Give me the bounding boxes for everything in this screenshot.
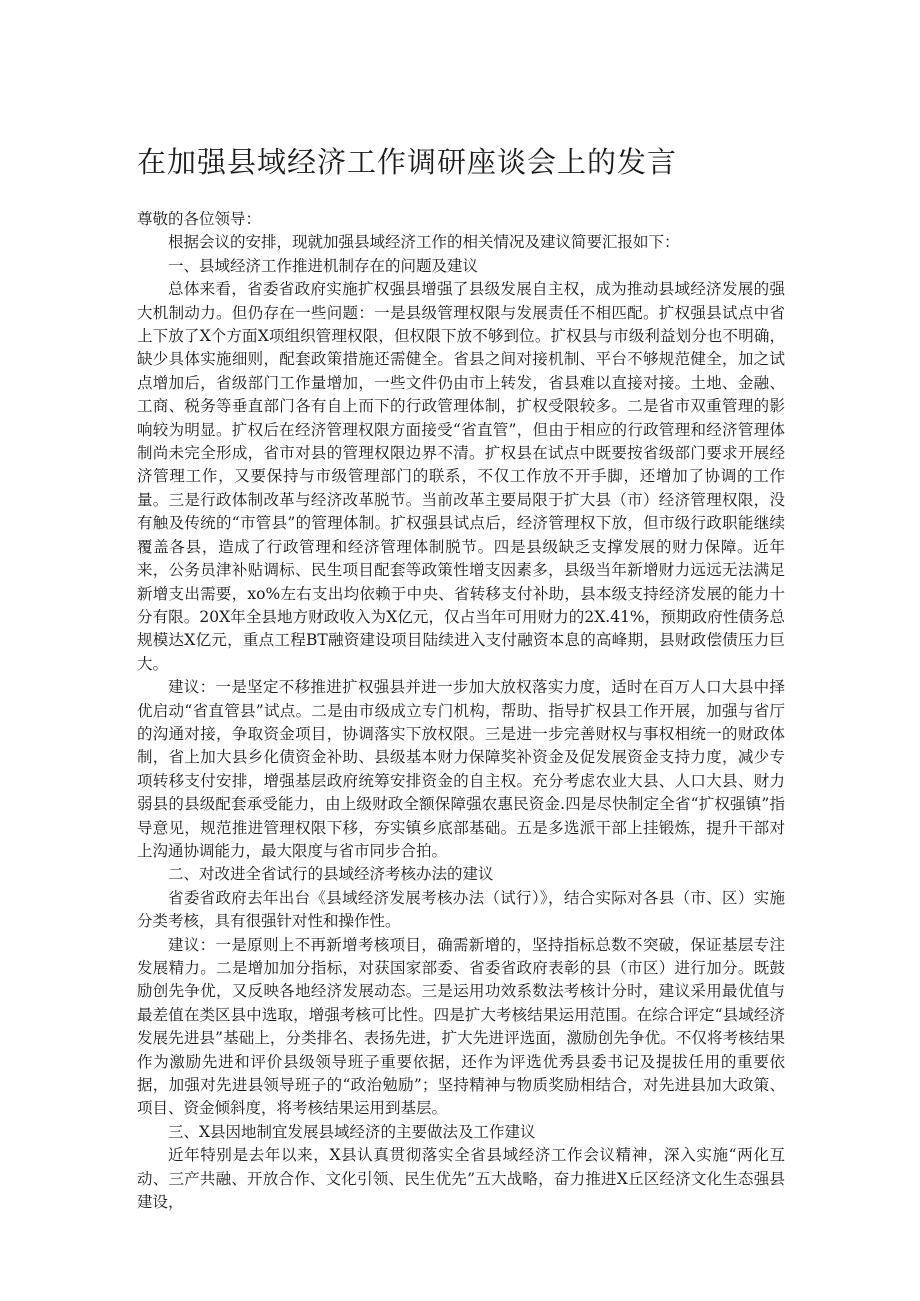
document-page <box>137 140 785 1214</box>
section-1-heading: 一、县域经济工作推进机制存在的问题及建议 <box>168 256 479 275</box>
section-2-suggestions-paragraph: 建议：一是原则上不再新增考核项目，确需新增的，坚持指标总数不突破，保证基层专注发展精力。二是增加加分指标，对获国家部委、省委省政府表彰的县（市区）进行加分。既鼓励创先争优，又反映各地经济发展动态。三是运用功效系数法考核计分时，建议采用最优值与最差值在类区县中选取，增强考核可比性。四是扩大考核结果运用范围。在综合评定“县域经济发展先进县”基础上，分类排名、表扬先进，扩大先进评选面，激励创先争优。不仅将考核结果作为激励先进和评价县级领导班子重要依据，还作为评选优秀县委书记及提拔任用的重要依据，加强对先进县领导班子的“政治勉励”；坚持精神与物质奖励相结合，对先进县加大政策、项目、资金倾斜度，将考核结果运用到基层。 <box>137 935 785 1118</box>
section-1-problems-paragraph: 总体来看，省委省政府实施扩权强县增强了县级发展自主权，成为推动县域经济发展的强大机制动力。但仍存在一些问题：一是县级管理权限与发展责任不相匹配。扩权强县试点中省上下放了X个方面X项组织管理权限，但权限下放不够到位。扩权县与市级利益划分也不明确，缺少具体实施细则，配套政策措施还需健全。省县之间对接机制、平台不够规范健全，加之试点增加后，省级部门工作量增加，一些文件仍由市上转发，省县难以直接对接。土地、金融、工商、税务等垂直部门各有自上而下的行政管理体制，扩权受限较多。二是省市双重管理的影响较为明显。扩权后在经济管理权限方面接受“省直管”，但由于相应的行政管理和经济管理体制尚未完全形成，省市对县的管理权限边界不清。扩权县在试点中既要按省级部门要求开展经济管理工作，又要保持与市级管理部门的联系，不仅工作放不开手脚，还增加了协调的工作量。三是行政体制改革与经济改革脱节。当前改革主要局限于扩大县（市）经济管理权限，没有触及传统的“市管县”的管理体制。扩权强县试点后，经济管理权下放，但市级行政职能继续覆盖各县，造成了行政管理和经济管理体制脱节。四是县级缺乏支撑发展的财力保障。近年来，公务员津补贴调标、民生项目配套等政策性增支因素多，县级当年新增财力远远无法满足新增支出需要，xo%左右支出均依赖于中央、省转移支付补助，县本级支持经济发展的能力十分有限。20X年全县地方财政收入为X亿元，仅占当年可用财力的2X.41%，预期政府性债务总规模达X亿元，重点工程BT融资建设项目陆续进入支付融资本息的高峰期，县财政偿债压力巨大。 <box>137 280 785 673</box>
intro-paragraph: 根据会议的安排，现就加强县域经济工作的相关情况及建议简要汇报如下： <box>168 233 680 252</box>
salutation: 尊敬的各位领导： <box>137 210 262 228</box>
section-3-opening-paragraph: 近年特别是去年以来，X县认真贯彻落实全省县域经济工作会议精神，深入实施“两化互动、三产共融、开放合作、文化引领、民生优先”五大战略，奋力推进X丘区经济文化生态强县建设， <box>137 1146 785 1212</box>
section-1-suggestions-paragraph: 建议：一是坚定不移推进扩权强县并进一步加大放权落实力度，适时在百万人口大县中择优启动“省直管县”试点。二是由市级成立专门机构，帮助、指导扩权县工作开展，加强与省厅的沟通对接，争取资金项目，协调落实下放权限。三是进一步完善财权与事权相统一的财政体制，省上加大县乡化债资金补助、县级基本财力保障奖补资金及促发展资金支持力度，减少专项转移支付安排，增强基层政府统筹安排资金的自主权。充分考虑农业大县、人口大县、财力弱县的县级配套承受能力，由上级财政全额保障强农惠民资金.四是尽快制定全省“扩权强镇”指导意见，规范推进管理权限下移，夯实镇乡底部基础。五是多选派干部上挂锻炼，提升干部对上沟通协调能力，最大限度与省市同步合拍。 <box>137 678 785 860</box>
document-title: 在加强县域经济工作调研座谈会上的发言 <box>137 145 678 179</box>
section-2-heading: 二、对改进全省试行的县域经济考核办法的建议 <box>168 865 494 884</box>
section-3-heading: 三、X县因地制宜发展县域经济的主要做法及工作建议 <box>168 1122 536 1141</box>
section-2-background-paragraph: 省委省政府去年出台《县域经济发展考核办法（试行）》，结合实际对各县（市、区）实施分类考核，具有很强针对性和操作性。 <box>137 888 785 931</box>
